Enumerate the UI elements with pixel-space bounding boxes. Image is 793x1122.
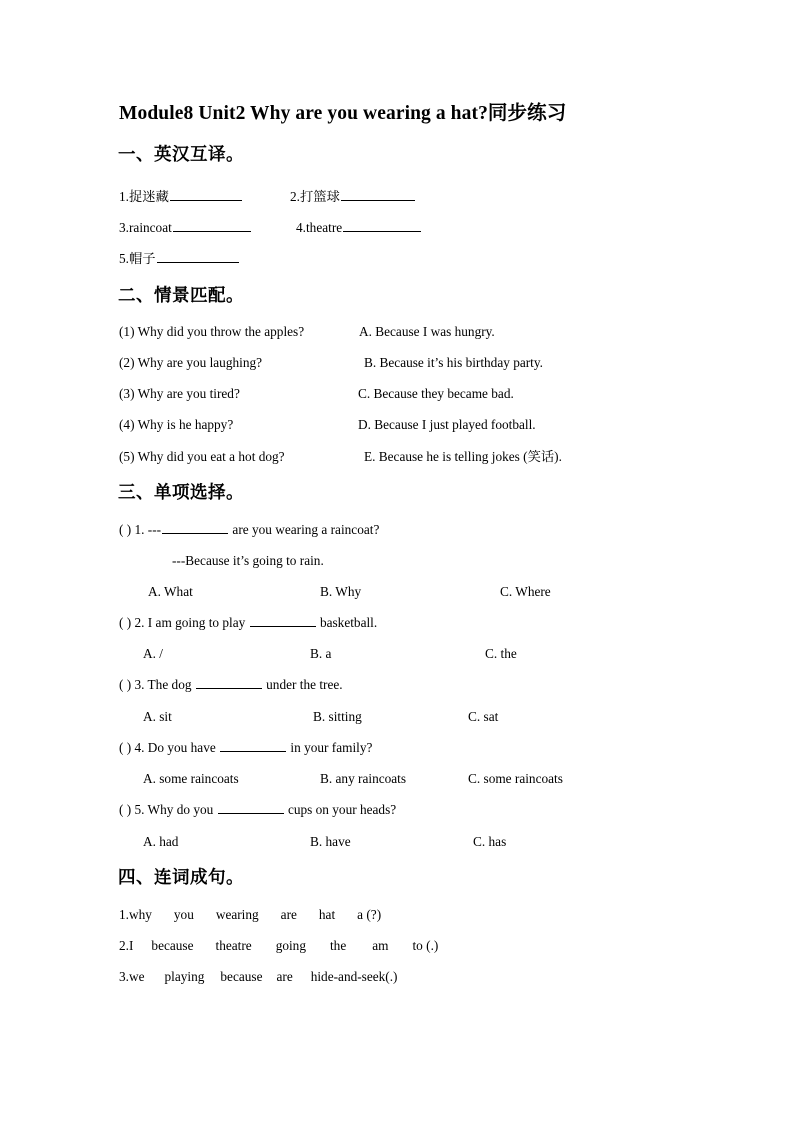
vocab-item-3 [119,219,252,237]
match-answer-a[interactable]: A. Because I was hungry. [359,324,495,339]
choice-1-option-c[interactable]: C. Where [500,584,551,599]
choice-question-5-stem: cups on your heads? [284,802,397,818]
match-question-3[interactable]: (3) Why are you tired? [119,386,240,401]
choice-question-3-marker: ( ) 3. The dog [119,677,195,693]
section-heading-1: 一、英汉互译。 [118,145,244,165]
reorder-3-word-3: because [220,969,263,984]
section-heading-3: 三、单项选择。 [118,483,244,503]
choice-question-1-stem: are you wearing a raincoat? [229,522,380,538]
match-question-5[interactable]: (5) Why did you eat a hot dog? [119,449,285,464]
section-heading-2: 二、情景匹配。 [118,286,244,306]
vocab-item-2 [290,188,416,206]
vocab-item-3-text: raincoat [128,220,172,236]
match-question-4[interactable]: (4) Why is he happy? [119,417,234,432]
vocab-item-5-num: 5. [119,251,129,267]
choice-question-4[interactable] [119,739,372,757]
choice-5-option-c[interactable]: C. has [473,834,507,849]
choice-1-option-b[interactable]: B. Why [320,584,362,599]
reorder-1-word-3: wearing [215,907,259,922]
reorder-2-word-1: I [128,938,134,953]
reorder-1-word-5: hat [318,907,336,922]
vocab-item-5-blank[interactable] [157,250,239,263]
vocab-item-1 [119,188,243,206]
match-answer-b[interactable]: B. Because it’s his birthday party. [364,355,543,370]
choice-question-3-stem: under the tree. [262,677,343,693]
choice-3-option-b[interactable]: B. sitting [313,709,362,724]
reorder-3-word-2: playing [164,969,205,984]
choice-3-option-a[interactable]: A. sit [143,709,172,724]
reorder-2-word-6: am [372,938,389,953]
vocab-item-4-num: 4. [296,220,306,236]
reorder-3-word-5: hide-and-seek(.) [310,969,398,984]
vocab-item-4-blank[interactable] [343,219,421,232]
choice-question-2-marker: ( ) 2. I am going to play [119,615,249,631]
vocab-item-3-num: 3. [119,220,129,236]
choice-4-option-a[interactable]: A. some raincoats [143,771,239,786]
choice-question-2[interactable] [119,614,377,632]
match-question-2[interactable]: (2) Why are you laughing? [119,355,263,370]
choice-3-option-c[interactable]: C. sat [468,709,499,724]
choice-question-1[interactable] [119,521,379,539]
choice-question-1-blank[interactable] [162,521,228,534]
reorder-3-word-1: we [128,969,145,984]
choice-4-option-c[interactable]: C. some raincoats [468,771,563,786]
vocab-item-2-blank[interactable] [341,188,415,201]
vocab-item-4-text: theatre [305,220,343,236]
match-answer-e[interactable]: E. Because he is telling jokes (笑话). [364,449,562,464]
reorder-1-word-4: are [280,907,297,922]
reorder-3-word-4: are [276,969,293,984]
vocab-item-4 [296,219,422,237]
choice-2-option-b[interactable]: B. a [310,646,332,661]
match-answer-d[interactable]: D. Because I just played football. [358,417,536,432]
choice-2-option-a[interactable]: A. / [143,646,163,661]
vocab-item-5 [119,250,240,268]
choice-question-5[interactable] [119,801,396,819]
reorder-item-2 [119,937,438,955]
match-answer-c[interactable]: C. Because they became bad. [358,386,514,401]
reorder-item-1 [119,906,381,924]
reorder-2-word-7: to (.) [412,938,439,953]
choice-question-3-blank[interactable] [196,676,262,689]
vocab-item-1-num: 1. [119,189,129,205]
reorder-1-word-2: you [173,907,194,922]
choice-2-option-c[interactable]: C. the [485,646,517,661]
vocab-item-1-blank[interactable] [170,188,242,201]
vocab-item-5-text: 帽子 [128,251,156,267]
choice-question-2-stem: basketball. [316,615,378,631]
reorder-2-word-3: theatre [215,938,252,953]
vocab-item-2-text: 打篮球 [299,189,340,205]
choice-question-4-stem: in your family? [287,740,373,756]
choice-5-option-a[interactable]: A. had [143,834,179,849]
vocab-item-2-num: 2. [290,189,300,205]
choice-5-option-b[interactable]: B. have [310,834,351,849]
match-question-1[interactable]: (1) Why did you throw the apples? [119,324,305,339]
choice-question-2-blank[interactable] [250,614,316,627]
choice-4-option-b[interactable]: B. any raincoats [320,771,407,786]
reorder-1-num: 1. [119,907,129,922]
reorder-3-num: 3. [119,969,129,984]
reorder-1-word-6: a (?) [357,907,382,922]
page-title: Module8 Unit2 Why are you wearing a hat?同步练习 [119,103,567,124]
reorder-2-word-5: the [329,938,347,953]
choice-question-4-blank[interactable] [220,739,286,752]
vocab-item-1-text: 捉迷藏 [128,189,169,205]
reorder-2-word-2: because [151,938,194,953]
choice-question-5-marker: ( ) 5. Why do you [119,802,217,818]
choice-1-option-a[interactable]: A. What [148,584,193,599]
choice-question-4-marker: ( ) 4. Do you have [119,740,220,756]
choice-question-1-second-line: ---Because it’s going to rain. [172,553,324,568]
reorder-1-word-1: why [128,907,152,922]
reorder-item-3 [119,968,397,986]
vocab-item-3-blank[interactable] [173,219,251,232]
reorder-2-num: 2. [119,938,129,953]
choice-question-5-blank[interactable] [218,801,284,814]
reorder-2-word-4: going [275,938,306,953]
choice-question-1-marker: ( ) 1. --- [119,522,162,538]
section-heading-4: 四、连词成句。 [118,868,244,888]
choice-question-3[interactable] [119,676,343,694]
